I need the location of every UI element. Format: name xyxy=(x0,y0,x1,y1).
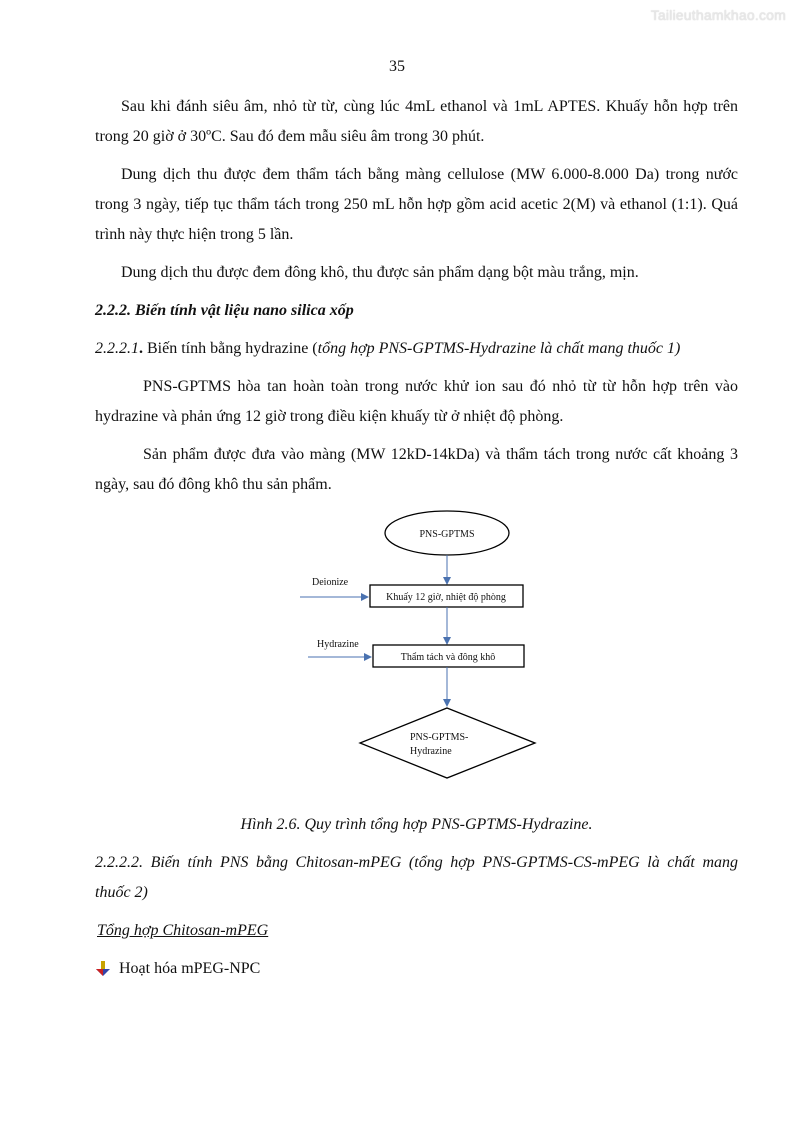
flowchart xyxy=(95,508,738,806)
flow-end-node xyxy=(360,708,535,778)
down-arrow-bullet-icon xyxy=(95,960,113,978)
paragraph-3: Dung dịch thu được đem đông khô, thu được sản phẩm dạng bột màu trắng, mịn. xyxy=(121,264,639,281)
heading-dot: . xyxy=(139,340,143,357)
flow-start-label: PNS-GPTMS xyxy=(419,529,475,540)
paragraph-1: Sau khi đánh siêu âm, nhỏ từ từ, cùng lúc 4mL ethanol và 1mL APTES. Khuấy hỗn hợp trên trong 20 giờ ở 30ºC. Sau đó đem mẫu siêu âm trong 30 phút. xyxy=(95,98,738,145)
heading-number: 2.2.2.1 xyxy=(95,340,139,357)
paragraph-5: Sản phẩm được đưa vào màng (MW 12kD-14kDa) và thẩm tách trong nước cất khoảng 3 ngày, sau đó đông khô thu sản phẩm. xyxy=(95,446,738,493)
flow-end-label-2: Hydrazine xyxy=(410,746,452,757)
paragraph-2: Dung dịch thu được đem thẩm tách bằng màng cellulose (MW 6.000-8.000 Da) trong nước trong 3 ngày, tiếp tục thẩm tách trong 250 mL hỗn hợp gồm acid acetic 2(M) và ethanol (1:1). Quá trình này thực hiện trong 5 lần. xyxy=(95,166,738,243)
heading-text: Biến tính bằng hydrazine ( xyxy=(143,340,318,357)
flow-input-1-label: Deionize xyxy=(312,577,349,588)
flow-step-1-label: Khuấy 12 giờ, nhiệt độ phòng xyxy=(386,592,506,603)
flow-end-label-1: PNS-GPTMS- xyxy=(410,732,469,743)
figure-caption: Hình 2.6. Quy trình tổng hợp PNS-GPTMS-Hydrazine. xyxy=(240,816,593,833)
subheading: Tổng hợp Chitosan-mPEG xyxy=(97,922,269,939)
flow-step-2-label: Thẩm tách và đông khô xyxy=(400,652,496,663)
section-heading-2-2-2-1 xyxy=(95,334,738,364)
watermark: Tailieuthamkhao.com xyxy=(650,7,786,23)
page-number: 35 xyxy=(389,58,405,75)
heading-italic: tổng hợp PNS-GPTMS-Hydrazine là chất mang thuốc 1) xyxy=(317,340,681,357)
paragraph-4: PNS-GPTMS hòa tan hoàn toàn trong nước khử ion sau đó nhỏ từ từ hỗn hợp trên vào hydrazine và phản ứng 12 giờ trong điều kiện khuấy từ ở nhiệt độ phòng. xyxy=(95,378,738,425)
section-heading-2-2-2: 2.2.2. Biến tính vật liệu nano silica xốp xyxy=(95,302,354,319)
flow-input-2-label: Hydrazine xyxy=(317,639,359,650)
section-heading-2-2-2-2: 2.2.2.2. Biến tính PNS bằng Chitosan-mPEG (tổng hợp PNS-GPTMS-CS-mPEG là chất mang thuốc 2) xyxy=(95,854,738,901)
bullet-text: Hoạt hóa mPEG-NPC xyxy=(119,960,261,977)
document-body xyxy=(95,92,738,984)
bullet-list-item xyxy=(95,954,738,984)
